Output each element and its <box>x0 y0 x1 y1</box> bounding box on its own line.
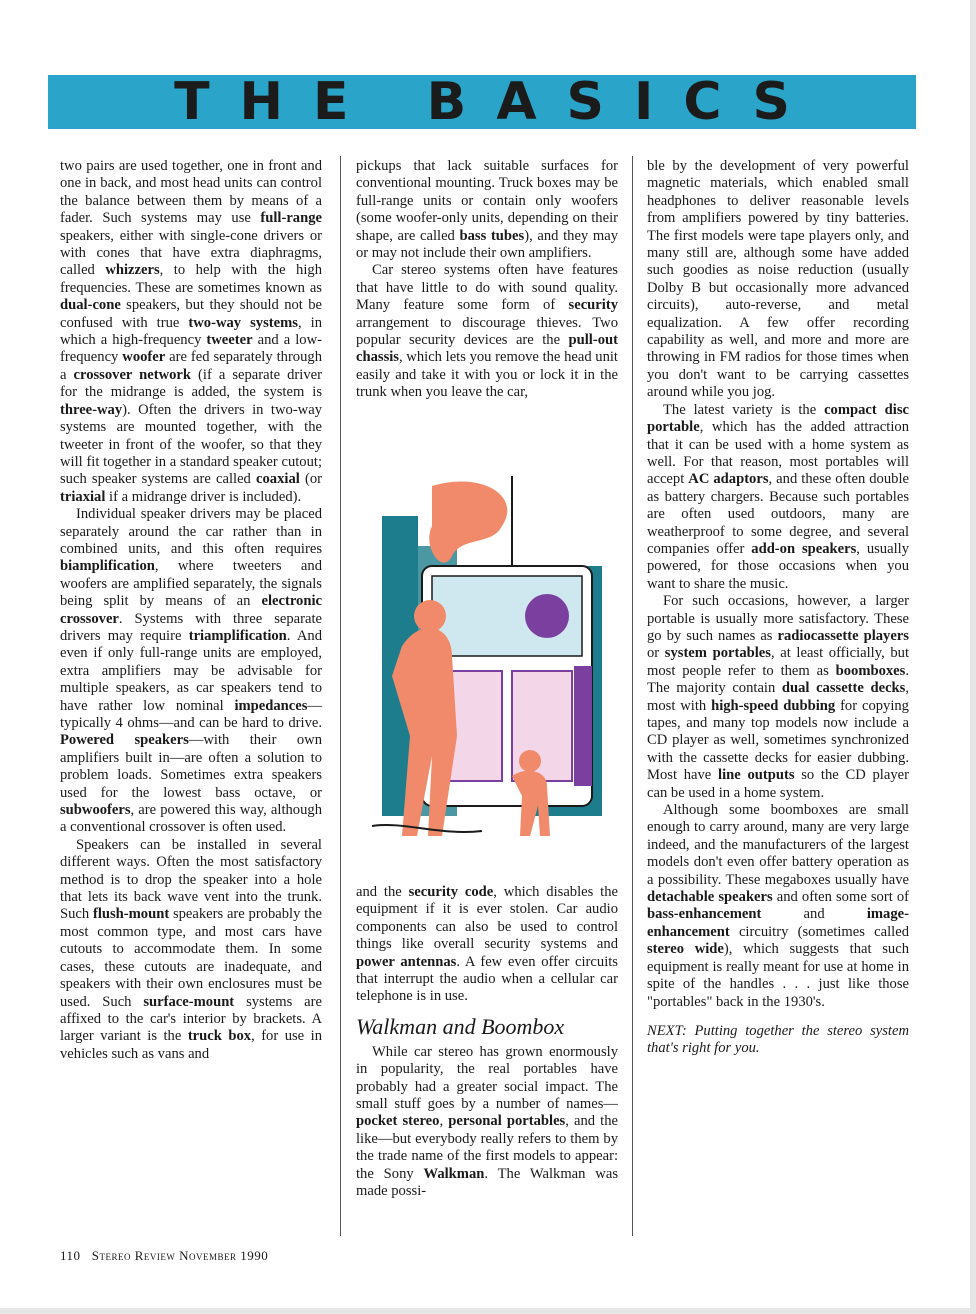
article-column-1 <box>60 158 322 1063</box>
page-edge <box>970 0 976 1314</box>
section-banner <box>48 75 916 129</box>
banner-title: THE BASICS <box>174 75 820 129</box>
column-rule <box>632 156 633 1236</box>
paragraph: For such occasions, however, a larger portable is usually more satisfactory. These go by such names as radiocassette players or system portables, at least officially, but most people refer to them as boomboxes. The majority contain dual cassette decks, most with high-speed dubbing for copying tapes, and many top models now include a CD player as well, sometimes synchronized with the cassette decks for easier dubbing. Most have line outputs so the CD player can be used in a home system. <box>647 593 909 801</box>
section-subhead: Walkman and Boombox <box>356 1013 565 1039</box>
paragraph: Although some boomboxes are small enough to carry around, many are very large indeed, and the manufacturers of the largest models don't even offer battery operation as a possibility. These megaboxes usually have detachable speakers and often some sort of bass-enhancement and image-enhancement circuitry (sometimes called stereo wide), which suggests that such equipment is really meant for use at home in spite of the handles . . . just like those "portables" back in the 1930's. <box>647 802 910 1010</box>
paragraph: and the security code, which disables the equipment if it is ever stolen. Car audio components can also be used to control things like overall security systems and power antennas. A few even offer circuits that interrupt the audio when a cellular car telephone is in use. <box>356 884 618 1005</box>
paragraph: The latest variety is the compact disc portable, which has the added attraction that it can be used with a home system as well. For that reason, most portables will accept AC adaptors, and these often double as battery chargers. Because such portables are often used outdoors, many are weatherproof to some degree, and several companies offer add-on speakers, usually powered, for those occasions when you want to share the music. <box>647 401 909 592</box>
boombox-speaker <box>525 594 569 638</box>
article-column-2 <box>356 158 618 402</box>
boombox-illustration <box>362 476 612 876</box>
paragraph: ble by the development of very powerful magnetic materials, which enabled small headphones to deliver reasonable levels from amplifiers powered by tiny batteries. The first models were tape players only, and many still are, although some have added such goodies as noise reduction (usually Dolby B but occasionally more advanced circuits), auto-reverse, and metal equalization. A few offer recording capability as well, and more and more are throwing in FM radios for those times when you don't want to be carrying cassettes around while you jog. <box>647 158 909 401</box>
figure-head <box>414 600 446 632</box>
paragraph: While car stereo has grown enormously in popularity, the real portables have probably had a greater social impact. The small stuff goes by a number of names—pocket stereo, personal portables, and the like—but everybody really refers to them by the trade name of the first models to appear: the Sony Walkman. The Walkman was made possi- <box>356 1043 618 1200</box>
publication-line: Stereo Review November 1990 <box>91 1248 269 1263</box>
paragraph: pickups that lack suitable surfaces for conventional mounting. Truck boxes may be full-range units or contain only woofers (some woofer-only units, depending on their shape, are called bass tubes), and they may or may not include their own amplifiers. <box>356 158 619 262</box>
column-rule <box>340 156 341 1236</box>
paragraph: Speakers can be installed in several different ways. Often the most satisfactory method is to drop the speaker into a hole that lets its back wave vent into the trunk. Such flush-mount speakers are probably the most common type, and most cars have cutouts to accommodate them. In some cases, these cutouts are inadequate, and speakers with their own enclosures must be used. Such surface-mount systems are affixed to the car's interior by brackets. A larger variant is the truck box, for use in vehicles such as vans and <box>60 836 323 1062</box>
cloud-shape <box>429 482 507 563</box>
article-column-3 <box>647 158 909 1058</box>
paragraph: two pairs are used together, one in front and one in back, and most head units can control the balance between them by means of a fader. Such systems may use full-range speakers, either with single-cone drivers or with cones that have extra diaphragms, called whizzers, to help with the high frequencies. These are sometimes known as dual-cone speakers, but they should not be confused with true two-way systems, in which a high-frequency tweeter and a low-frequency woofer are fed separately through a crossover network (if a separate driver for the midrange is added, the system is three-way). Often the drivers in two-way systems are mounted together, with the tweeter in front of the woofer, so that they will fit together in a standard speaker cutout; such speaker systems are called coaxial (or triaxial if a midrange driver is included). <box>60 158 322 505</box>
article-column-2-continued <box>356 884 618 1201</box>
paragraph: Individual speaker drivers may be placed separately around the car rather than in combined units, and this often requires biamplification, where tweeters and woofers are amplified separately, the signals being split by means of an electronic crossover. Systems with three separate drivers may require triamplification. And even if only full-range units are employed, extra amplifiers may be advisable for multiple speakers, as car speakers tend to have rather low nominal impedances—typically 4 ohms—and can be hard to drive. Powered speakers—with their own amplifiers built in—are often a solution to problem loads. Sometimes extra speakers used for the lowest bass octave, or subwoofers, are powered this way, although a conventional crossover is often used. <box>60 506 323 836</box>
boombox-side <box>574 666 592 786</box>
paragraph: Car stereo systems often have features that have little to do with sound quality. Many feature some form of security arrangement to discourage thieves. Two popular security devices are the pull-out chassis, which lets you remove the head unit easily and take it with you or lock it in the trunk when you leave the car, <box>356 262 618 401</box>
figure-child-head <box>519 750 541 772</box>
page-footer <box>60 1248 268 1264</box>
next-teaser: NEXT: Putting together the stereo system that's right for you. <box>647 1022 909 1057</box>
page-number: 110 <box>60 1248 81 1263</box>
page-edge <box>0 1308 976 1314</box>
